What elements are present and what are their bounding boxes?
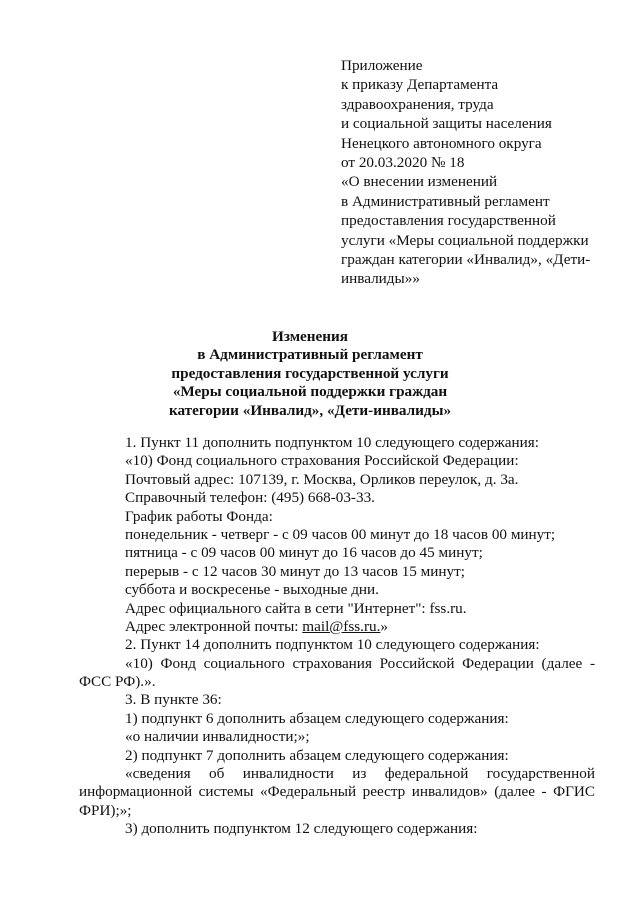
appendix-line: здравоохранения, труда: [341, 95, 494, 113]
appendix-line: инвалиды»»: [341, 270, 420, 288]
appendix-line: Ненецкого автономного округа: [341, 134, 542, 152]
body-line: Адрес официального сайта в сети "Интернет": fss.ru.: [125, 599, 467, 617]
body-line: Почтовый адрес: 107139, г. Москва, Орликов переулок, д. 3а.: [125, 470, 519, 488]
body-line: «о наличии инвалидности;»;: [125, 728, 310, 746]
appendix-line: граждан категории «Инвалид», «Дети-: [341, 250, 591, 268]
appendix-line: в Административный регламент: [341, 192, 550, 210]
appendix-line: и социальной защиты населения: [341, 115, 552, 133]
appendix-line: от 20.03.2020 № 18: [341, 153, 465, 171]
appendix-line: к приказу Департамента: [341, 76, 499, 94]
body-line: ФСС РФ).».: [79, 673, 156, 691]
body-line: 2. Пункт 14 дополнить подпунктом 10 следующего содержания:: [125, 636, 540, 654]
body-line: перерыв - с 12 часов 30 минут до 13 часов 15 минут;: [125, 562, 465, 580]
document-title: [60, 328, 560, 420]
appendix-line: «О внесении изменений: [341, 173, 498, 191]
body-line: ФРИ);»;: [79, 801, 132, 819]
body-line: 3) дополнить подпунктом 12 следующего содержания:: [125, 820, 478, 838]
title-line: предоставления государственной услуги: [171, 364, 449, 382]
email-suffix: »: [380, 617, 388, 635]
title-line: в Административный регламент: [197, 346, 423, 364]
body-line: пятница - с 09 часов 00 минут до 16 часов до 45 минут;: [125, 544, 483, 562]
title-line: Изменения: [272, 328, 348, 345]
body-line: «сведения об инвалидности из федеральной государственной: [125, 765, 595, 783]
email-label: Адрес электронной почты:: [125, 617, 303, 635]
title-line: «Меры социальной поддержки граждан: [172, 383, 448, 401]
body-line: «10) Фонд социального страхования Российской Федерации (далее -: [125, 654, 595, 672]
appendix-line: услуги «Меры социальной поддержки: [341, 231, 589, 249]
document-body: [79, 434, 595, 839]
body-line: 2) подпункт 7 дополнить абзацем следующего содержания:: [125, 746, 509, 764]
body-line: суббота и воскресенье - выходные дни.: [125, 581, 379, 599]
body-line: 3. В пункте 36:: [125, 691, 222, 709]
body-line: понедельник - четверг - с 09 часов 00 минут до 18 часов 00 минут;: [125, 525, 556, 543]
appendix-header: [341, 56, 606, 289]
email-link[interactable]: mail@fss.ru.: [302, 617, 381, 635]
body-line: Справочный телефон: (495) 668-03-33.: [125, 489, 375, 507]
title-line: категории «Инвалид», «Дети-инвалиды»: [168, 401, 452, 419]
body-line: «10) Фонд социального страхования Российской Федерации:: [125, 452, 519, 470]
body-line: График работы Фонда:: [125, 507, 273, 525]
body-line: 1. Пункт 11 дополнить подпунктом 10 следующего содержания:: [125, 434, 539, 451]
appendix-line: предоставления государственной: [341, 212, 556, 230]
email-line: [125, 618, 595, 636]
body-line: информационной системы «Федеральный реестр инвалидов» (далее - ФГИС: [79, 783, 595, 801]
appendix-line: Приложение: [341, 57, 423, 74]
body-line: 1) подпункт 6 дополнить абзацем следующего содержания:: [125, 709, 509, 727]
